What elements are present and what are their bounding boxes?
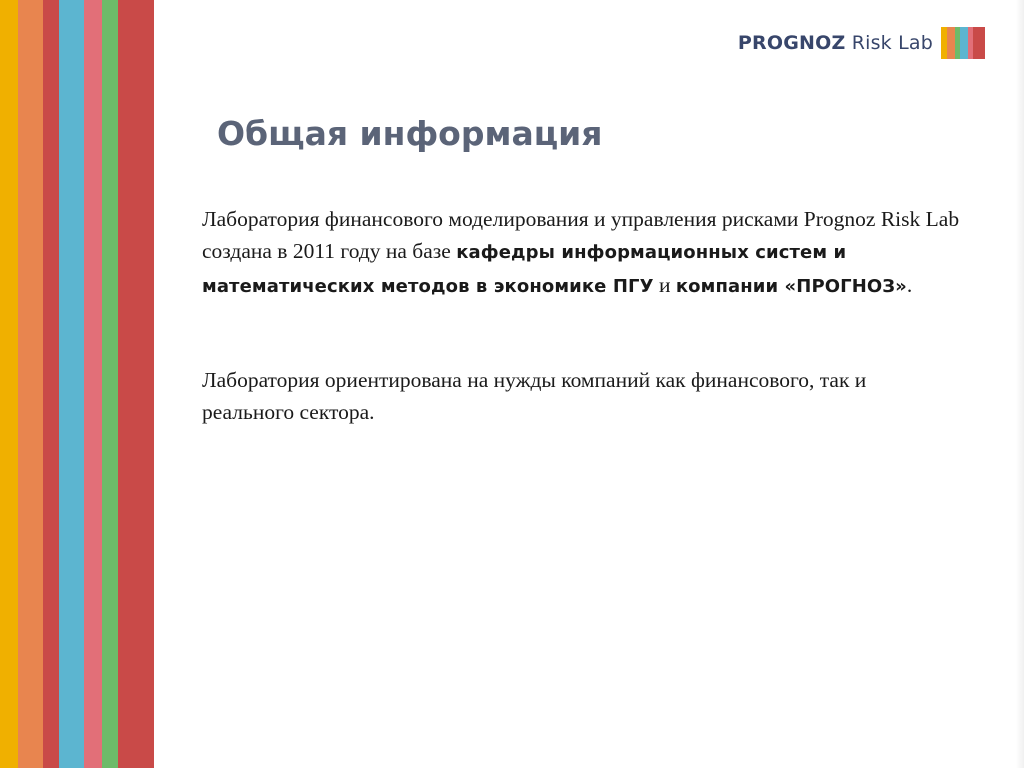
logo-bar <box>947 27 955 59</box>
bold-department: кафедры информационных систем и математических методов в экономике ПГУ <box>202 242 847 297</box>
brand-logo-icon <box>941 27 985 59</box>
logo-bar <box>960 27 968 59</box>
decorative-stripes <box>0 0 154 768</box>
stripe <box>128 0 154 768</box>
stripe <box>0 0 18 768</box>
stripe <box>43 0 59 768</box>
paragraph-lab-history <box>202 203 962 303</box>
stripe <box>59 0 84 768</box>
brand-name <box>738 32 933 54</box>
logo-bar <box>973 27 985 59</box>
page-title: Общая информация <box>217 114 603 153</box>
brand-name-regular: Risk Lab <box>851 32 933 54</box>
paragraph-text: и <box>653 273 676 297</box>
bold-company: компании «ПРОГНОЗ» <box>675 276 907 297</box>
brand-name-bold: PROGNOZ <box>737 32 846 54</box>
paragraph-text: Лаборатория финансового моделирования и управления рисками Prognoz Risk Lab создана в 2011 году на базе <box>202 207 960 263</box>
content-body <box>202 203 962 428</box>
stripe <box>102 0 118 768</box>
stripe <box>118 0 128 768</box>
stripe <box>84 0 102 768</box>
brand-header <box>738 27 985 59</box>
slide-edge-shadow <box>1016 0 1024 768</box>
paragraph-lab-focus: Лаборатория ориентирована на нужды компаний как финансового, так и реального сектора. <box>202 368 867 424</box>
stripe <box>18 0 43 768</box>
paragraph-text: . <box>906 273 913 297</box>
